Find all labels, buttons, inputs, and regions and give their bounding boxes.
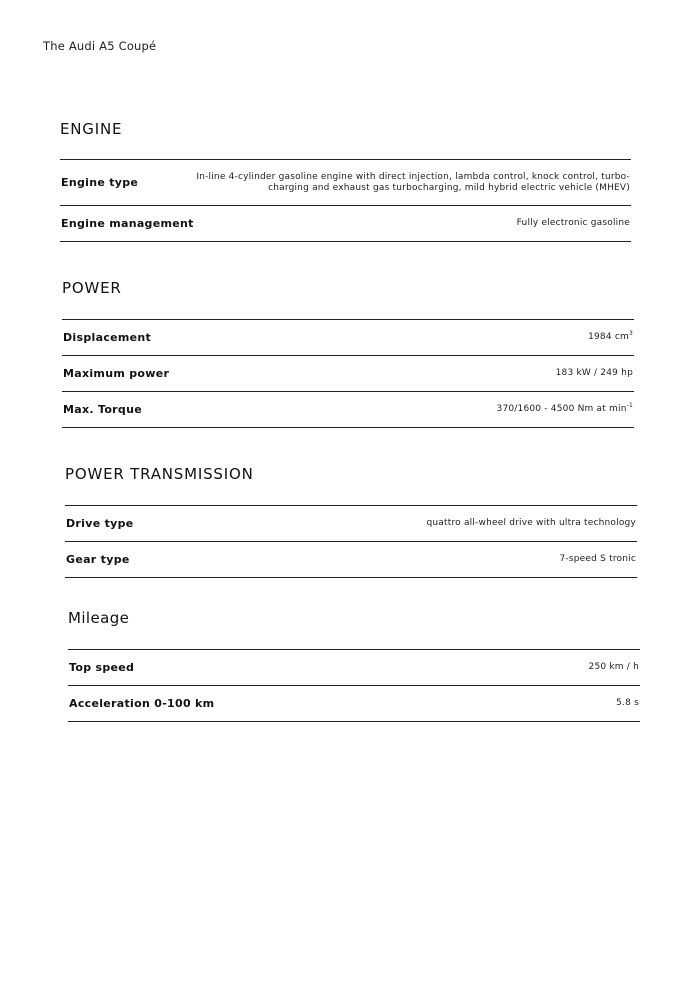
section-heading: ENGINE — [60, 120, 123, 138]
spec-label: Displacement — [63, 331, 152, 344]
spec-label: Gear type — [66, 553, 130, 566]
spec-table — [60, 159, 631, 242]
spec-row-max-torque — [62, 392, 634, 428]
spec-row-engine-management — [60, 206, 631, 242]
document-title: The Audi A5 Coupé — [43, 39, 157, 53]
spec-value: 5.8 s — [616, 698, 639, 708]
spec-unit-superscript: 3 — [628, 330, 633, 337]
section-heading: Mileage — [68, 609, 130, 627]
spec-label: Drive type — [66, 517, 134, 530]
spec-row-acceleration — [68, 686, 640, 722]
spec-row-engine-type — [60, 160, 631, 206]
spec-row-gear-type — [65, 542, 637, 578]
spec-row-displacement — [62, 320, 634, 356]
spec-unit-superscript: -1 — [626, 402, 633, 409]
spec-value: Fully electronic gasoline — [516, 218, 630, 228]
spec-label: Engine management — [61, 217, 194, 230]
spec-value: 7-speed S tronic — [559, 554, 636, 564]
spec-value-text: 1984 cm — [588, 332, 629, 342]
power-section — [62, 278, 634, 428]
spec-row-drive-type — [65, 506, 637, 542]
spec-value: In-line 4-cylinder gasoline engine with direct injection, lambda control, knock control, turbo-charging and exhaust gas turbocharging, mild hybrid electric vehicle (MHEV) — [196, 171, 630, 193]
mileage-section — [68, 608, 640, 722]
spec-label: Maximum power — [63, 367, 170, 380]
spec-row-maximum-power — [62, 356, 634, 392]
spec-value: quattro all-wheel drive with ultra technology — [426, 518, 636, 528]
spec-value: 183 kW / 249 hp — [555, 368, 633, 378]
section-heading: POWER TRANSMISSION — [65, 465, 254, 483]
spec-table — [68, 649, 640, 722]
spec-value: 250 km / h — [588, 662, 639, 672]
spec-row-top-speed — [68, 650, 640, 686]
spec-table — [62, 319, 634, 428]
spec-value — [588, 332, 633, 343]
spec-value-text: 370/1600 - 4500 Nm at min — [496, 404, 627, 414]
transmission-section — [65, 464, 637, 578]
spec-label: Engine type — [61, 176, 139, 189]
spec-label: Acceleration 0-100 km — [69, 697, 215, 710]
spec-value — [497, 404, 633, 415]
section-heading: POWER — [62, 279, 122, 297]
spec-table — [65, 505, 637, 578]
spec-label: Max. Torque — [63, 403, 142, 416]
engine-section — [60, 119, 631, 242]
spec-label: Top speed — [69, 661, 135, 674]
